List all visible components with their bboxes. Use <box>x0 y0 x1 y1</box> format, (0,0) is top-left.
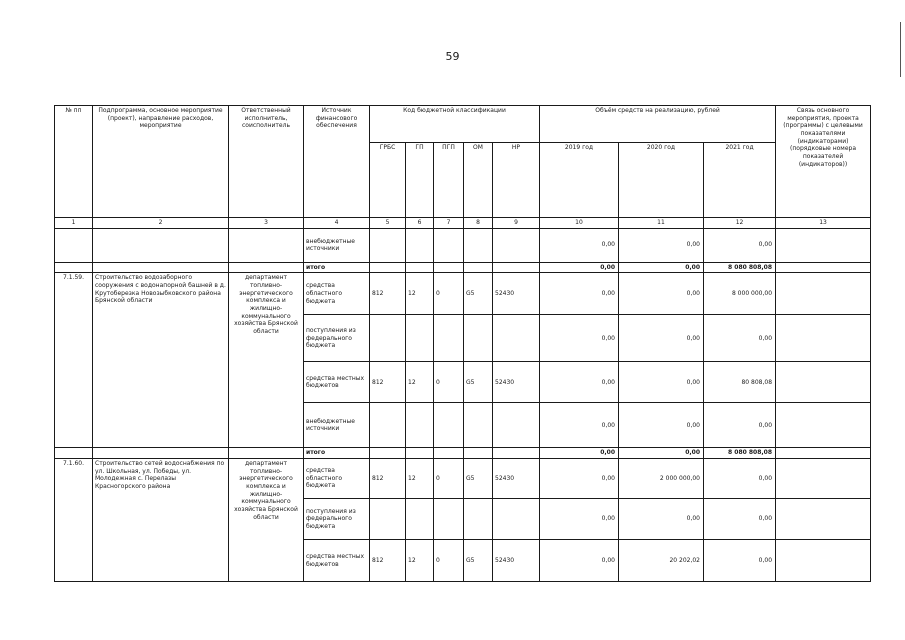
amount-2019: 0,00 <box>540 273 619 315</box>
amount-2019: 0,00 <box>540 315 619 362</box>
col-number: 10 <box>540 218 619 229</box>
kbk-gp: 12 <box>406 459 434 499</box>
kbk-om: G5 <box>464 273 493 315</box>
item-executor: департамент топливно-энергетического комплекса и жилищно-коммунального хозяйства Брянской области <box>229 273 304 448</box>
kbk-grbs: 812 <box>370 362 406 403</box>
header-source: Источник финансового обеспечения <box>304 106 370 218</box>
kbk-nr <box>493 499 540 540</box>
col-number: 13 <box>776 218 871 229</box>
header-kbk: Код бюджетной классификации <box>370 106 540 143</box>
cell-empty <box>776 228 871 262</box>
kbk-pgp <box>434 315 464 362</box>
col-number: 1 <box>55 218 93 229</box>
amount-2020: 0,00 <box>619 362 704 403</box>
page-edge-mark <box>900 22 901 77</box>
source-cell: поступления из федерального бюджета <box>304 499 370 540</box>
col-number: 12 <box>704 218 776 229</box>
source-cell: итого <box>304 262 370 273</box>
total-2021: 8 080 808,08 <box>704 448 776 459</box>
cell-empty <box>776 273 871 315</box>
header-gp: ГП <box>406 143 434 218</box>
kbk-gp <box>406 403 434 448</box>
col-number: 9 <box>493 218 540 229</box>
amount-2019: 0,00 <box>540 459 619 499</box>
header-year-2019: 2019 год <box>540 143 619 218</box>
cell-empty <box>93 228 229 262</box>
total-2019: 0,00 <box>540 448 619 459</box>
amount-2019: 0,00 <box>540 362 619 403</box>
amount-2019: 0,00 <box>540 499 619 540</box>
col-number: 4 <box>304 218 370 229</box>
amount-2019: 0,00 <box>540 403 619 448</box>
amount-2019: 0,00 <box>540 228 619 262</box>
header-volume: Объём средств на реализацию, рублей <box>540 106 776 143</box>
kbk-gp <box>406 499 434 540</box>
total-row <box>55 262 871 273</box>
col-number: 11 <box>619 218 704 229</box>
amount-2020: 0,00 <box>619 228 704 262</box>
item-number: 7.1.60. <box>55 459 93 582</box>
amount-2021: 0,00 <box>704 228 776 262</box>
amount-2021: 0,00 <box>704 540 776 582</box>
kbk-om <box>464 403 493 448</box>
item-name: Строительство водозаборного сооружения с водонапорной башней в д. Крутоберезка Новозыбковского района Брянской области <box>93 273 229 448</box>
col-number: 7 <box>434 218 464 229</box>
column-number-row <box>55 218 871 229</box>
header-row-top <box>55 106 871 143</box>
kbk-gp: 12 <box>406 540 434 582</box>
kbk-gp: 12 <box>406 273 434 315</box>
header-executor: Ответственный исполнитель, соисполнитель <box>229 106 304 218</box>
kbk-pgp <box>434 403 464 448</box>
amount-2021: 0,00 <box>704 459 776 499</box>
kbk-pgp: 0 <box>434 540 464 582</box>
amount-2021: 80 808,08 <box>704 362 776 403</box>
amount-2020: 0,00 <box>619 273 704 315</box>
page-number: 59 <box>445 50 460 63</box>
cell-empty <box>776 459 871 499</box>
table-row <box>55 228 871 262</box>
amount-2021: 0,00 <box>704 499 776 540</box>
amount-2020: 2 000 000,00 <box>619 459 704 499</box>
kbk-pgp: 0 <box>434 362 464 403</box>
cell-empty <box>55 228 93 262</box>
source-cell: средства областного бюджета <box>304 273 370 315</box>
kbk-grbs: 812 <box>370 273 406 315</box>
amount-2021: 8 000 000,00 <box>704 273 776 315</box>
amount-2020: 0,00 <box>619 403 704 448</box>
source-cell: средства местных бюджетов <box>304 362 370 403</box>
cell-empty <box>229 228 304 262</box>
kbk-grbs <box>370 403 406 448</box>
kbk-nr: 52430 <box>493 540 540 582</box>
total-2019: 0,00 <box>540 262 619 273</box>
source-cell: средства местных бюджетов <box>304 540 370 582</box>
source-cell: средства областного бюджета <box>304 459 370 499</box>
header-pgp: ПГП <box>434 143 464 218</box>
amount-2021: 0,00 <box>704 315 776 362</box>
kbk-nr: 52430 <box>493 273 540 315</box>
kbk-nr: 52430 <box>493 362 540 403</box>
kbk-grbs <box>370 315 406 362</box>
kbk-pgp <box>434 499 464 540</box>
table-row <box>55 459 871 499</box>
header-nr: НР <box>493 143 540 218</box>
kbk-om <box>464 499 493 540</box>
kbk-gp <box>406 315 434 362</box>
table-row <box>55 273 871 315</box>
kbk-nr <box>493 315 540 362</box>
source-cell: итого <box>304 448 370 459</box>
kbk-om <box>464 315 493 362</box>
total-2020: 0,00 <box>619 448 704 459</box>
header-year-2021: 2021 год <box>704 143 776 218</box>
item-executor: департамент топливно-энергетического комплекса и жилищно-коммунального хозяйства Брянской области <box>229 459 304 582</box>
kbk-om: G5 <box>464 362 493 403</box>
col-number: 5 <box>370 218 406 229</box>
header-num: № пп <box>55 106 93 218</box>
header-grbs: ГРБС <box>370 143 406 218</box>
amount-2019: 0,00 <box>540 540 619 582</box>
col-number: 6 <box>406 218 434 229</box>
amount-2020: 0,00 <box>619 315 704 362</box>
col-number: 2 <box>93 218 229 229</box>
kbk-nr: 52430 <box>493 459 540 499</box>
col-number: 8 <box>464 218 493 229</box>
kbk-gp: 12 <box>406 362 434 403</box>
col-number: 3 <box>229 218 304 229</box>
kbk-grbs: 812 <box>370 459 406 499</box>
kbk-nr <box>493 403 540 448</box>
header-om: ОМ <box>464 143 493 218</box>
total-2020: 0,00 <box>619 262 704 273</box>
header-year-2020: 2020 год <box>619 143 704 218</box>
total-2021: 8 080 808,08 <box>704 262 776 273</box>
amount-2020: 20 202,02 <box>619 540 704 582</box>
item-name: Строительство сетей водоснабжения по ул. Школьная, ул. Победы, ул. Молодежная с. Перелазы Красногорского района <box>93 459 229 582</box>
source-cell: внебюджетные источники <box>304 403 370 448</box>
kbk-grbs: 812 <box>370 540 406 582</box>
amount-2020: 0,00 <box>619 499 704 540</box>
kbk-pgp: 0 <box>434 273 464 315</box>
header-link: Связь основного мероприятия, проекта (программы) с целевыми показателями (индикаторами) (порядковые номера показателей (индикаторов)) <box>776 106 871 218</box>
kbk-grbs <box>370 499 406 540</box>
budget-table <box>54 105 871 582</box>
header-program: Подпрограмма, основное мероприятие (проект), направление расходов, мероприятие <box>93 106 229 218</box>
amount-2021: 0,00 <box>704 403 776 448</box>
kbk-pgp: 0 <box>434 459 464 499</box>
kbk-om: G5 <box>464 459 493 499</box>
total-row <box>55 448 871 459</box>
source-cell: внебюджетные источники <box>304 228 370 262</box>
item-number: 7.1.59. <box>55 273 93 448</box>
kbk-om: G5 <box>464 540 493 582</box>
source-cell: поступления из федерального бюджета <box>304 315 370 362</box>
